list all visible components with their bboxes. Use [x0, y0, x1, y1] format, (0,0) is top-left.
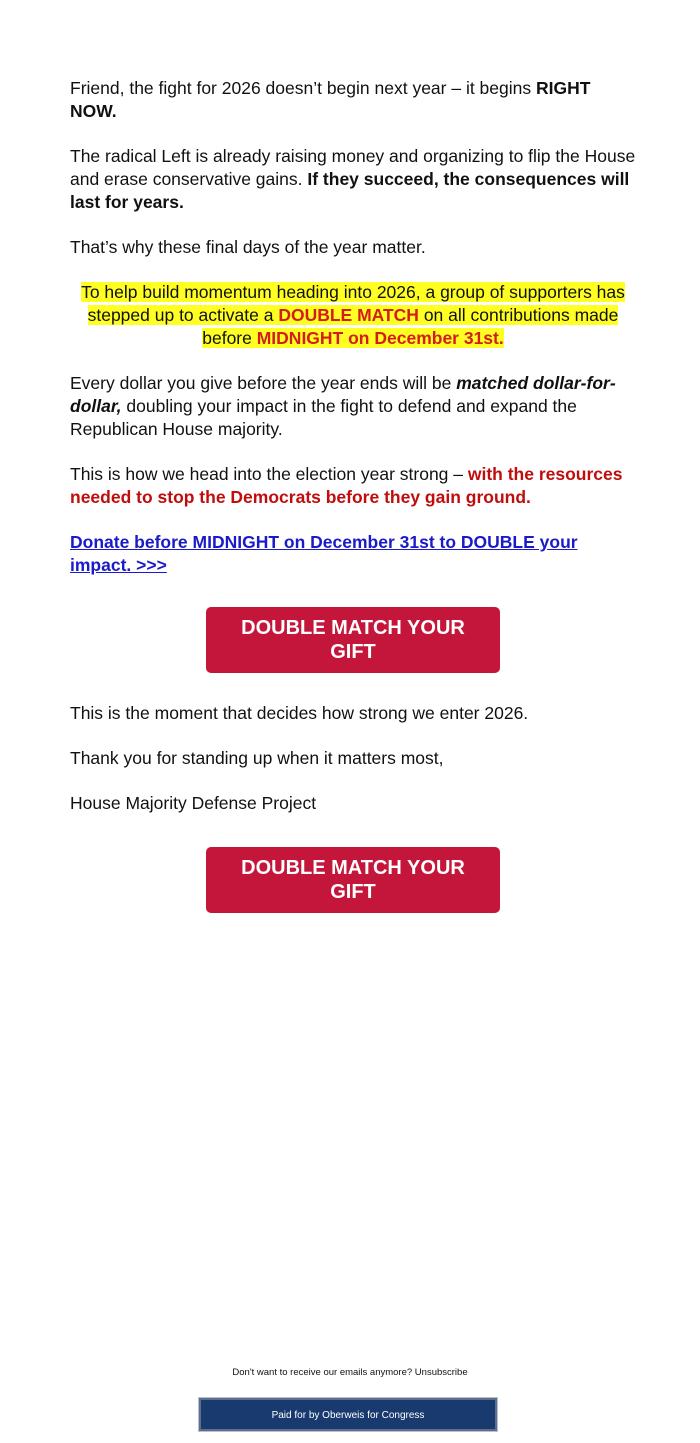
emphasis-right-now: RIGHT NOW.	[70, 78, 591, 121]
paid-for-disclaimer: Paid for by Oberweis for Congress	[199, 1398, 497, 1431]
paragraph-radical-left: The radical Left is already raising money and organizing to flip the House and erase conservative gains. If they succeed, the consequences will last for years.	[70, 146, 636, 212]
email-body	[70, 77, 636, 913]
paragraph-double-match-highlight	[70, 281, 636, 350]
paragraph-election-year: This is how we head into the election year strong – with the resources needed to stop the Democrats before they gain ground.	[70, 464, 623, 507]
donate-link[interactable]: Donate before MIDNIGHT on December 31st to DOUBLE your impact. >>>	[70, 532, 578, 575]
footer-unsubscribe: Don't want to receive our emails anymore? Unsubscribe	[232, 1367, 468, 1378]
paragraph-matched: Every dollar you give before the year ends will be matched dollar-for-dollar, doubling your impact in the fight to defend and expand the Republican House majority.	[70, 373, 616, 439]
double-match-text: DOUBLE MATCH	[278, 305, 419, 325]
highlight: To help build momentum heading into 2026, a group of supporters has stepped up to activate a DOUBLE MATCH on all contributions made before MIDNIGHT on December 31st.	[81, 282, 625, 348]
cta-row-2	[70, 837, 636, 913]
unsubscribe-link[interactable]: Unsubscribe	[414, 1367, 468, 1378]
paragraph-intro: Friend, the fight for 2026 doesn’t begin next year – it begins RIGHT NOW.	[70, 78, 591, 121]
deadline-text: MIDNIGHT on December 31st.	[256, 328, 504, 348]
double-match-button-2[interactable]: DOUBLE MATCH YOUR GIFT	[206, 847, 500, 913]
paragraph-moment: This is the moment that decides how strong we enter 2026.	[70, 703, 529, 723]
double-match-button[interactable]: DOUBLE MATCH YOUR GIFT	[206, 607, 500, 673]
paragraph-final-days: That’s why these final days of the year matter.	[70, 237, 426, 257]
emphasis-consequences: If they succeed, the consequences will last for years.	[70, 169, 630, 212]
signature: House Majority Defense Project	[70, 793, 317, 813]
cta-row-1	[70, 599, 636, 702]
emphasis-resources: with the resources needed to stop the Democrats before they gain ground.	[70, 464, 623, 507]
paragraph-donate-link	[70, 531, 636, 577]
paragraph-thank-you: Thank you for standing up when it matters most,	[70, 748, 444, 768]
emphasis-matched: matched dollar-for-dollar,	[70, 373, 616, 416]
